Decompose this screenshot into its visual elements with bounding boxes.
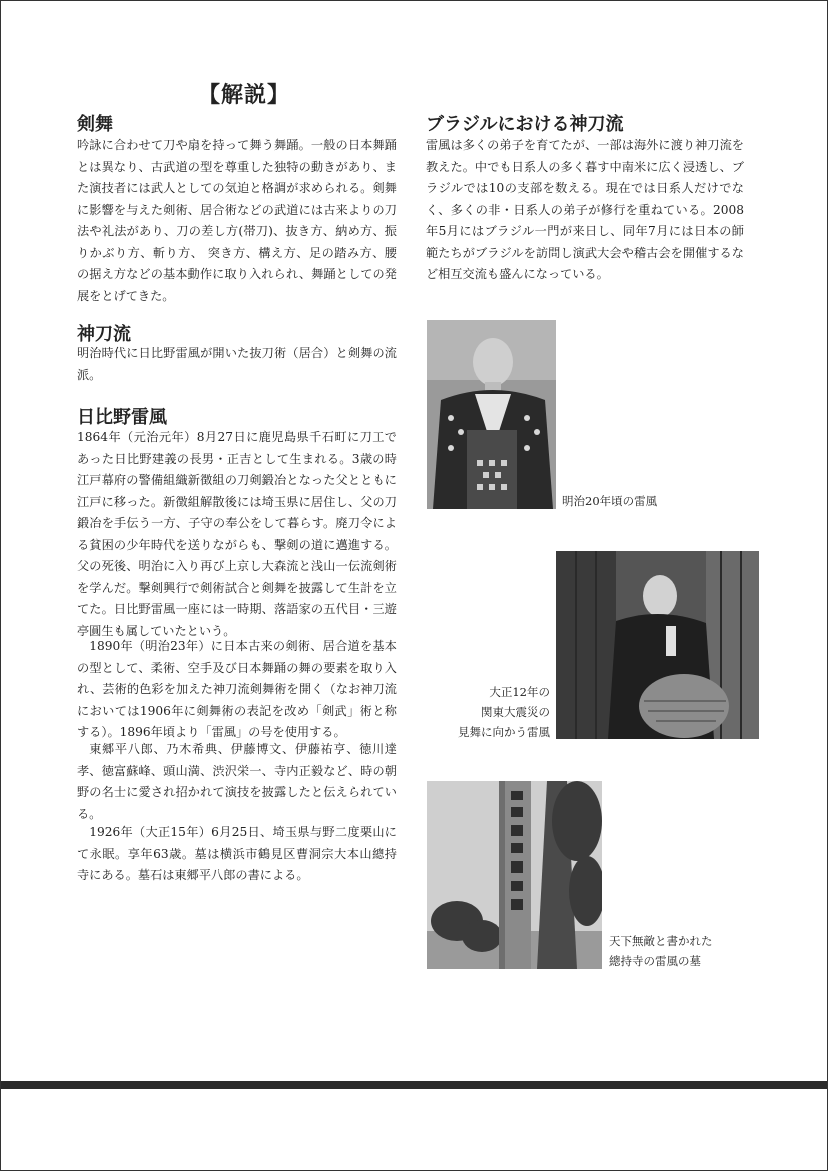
hibino-paragraph-2: 1890年（明治23年）に日本古来の剣術、居合道を基本の型として、柔術、空手及び日本舞踊の舞の要素を取り入れ、芸術的色彩を加えた神刀流剣舞術を開く（なお神刀流においては1906年に剣舞術の表記を改め「剣武」術と称する）。1896年頃より「雷風」の号を使用する。 — [77, 639, 397, 739]
hibino-paragraph-4: 1926年（大正15年）6月25日、埼玉県与野二度栗山にて永眠。享年63歳。墓は横浜市鶴見区曹洞宗大本山總持寺にある。墓石は東郷平八郎の書による。 — [77, 825, 397, 882]
heading-brazil: ブラジルにおける神刀流 — [426, 114, 624, 135]
brazil-body: 雷風は多くの弟子を育てたが、一部は海外に渡り神刀流を教えた。中でも日系人の多く暮す中南米に広く浸透し、ブラジルでは10の支部を数える。現在では日系人だけでなく、多くの非・日系人の弟子が修行を重ねている。2008年5月にはブラジル一門が来日し、同年7月には日本の師範たちがブラジルを訪問し演武大会や稽古会を開催するなど相互交流も盛んになっている。 — [426, 138, 744, 281]
hibino-paragraph-1: 1864年（元治元年）8月27日に鹿児島県千石町に刀工であった日比野建義の長男・正吉として生まれる。3歳の時江戸幕府の警備組織新徴組の刀剣鍛冶となった父とともに江戸に移った。新徴組解散後には埼玉県に居住し、父の刀鍛冶を手伝う一方、子守の奉公をして暮らす。廃刀令による貧困の少年時代を送りながらも、撃剣の道に邁進する。父の死後、明治に入り再び上京し大森流と浅山一伝流剣術を学んだ。撃剣興行で剣術試合と剣舞を披露して生計を立てた。日比野雷風一座には一時期、落語家の五代目・三遊亭圓生も属していたという。 — [77, 430, 397, 638]
photo-raifu-meiji — [427, 320, 556, 509]
page-title: 【解説】 — [198, 82, 291, 108]
hibino-paragraph-3: 東郷平八郎、乃木希典、伊藤博文、伊藤祐亨、徳川達孝、徳富蘇峰、頭山満、渋沢栄一、寺内正毅など、時の朝野の名士に愛され招かれて演技を披露したと伝えられている。 — [77, 742, 397, 821]
photo-1-caption — [562, 491, 657, 511]
shintoryu-body: 明治時代に日比野雷風が開いた抜刀術（居合）と剣舞の流派。 — [77, 346, 397, 382]
photo-raifu-kanto-earthquake — [556, 551, 759, 739]
photo-3-caption — [609, 931, 713, 971]
footer-bar — [1, 1081, 827, 1089]
kenbu-body: 吟詠に合わせて刀や扇を持って舞う舞踊。一般の日本舞踊とは異なり、古武道の型を尊重した独特の動きがあり、また演技者には武人としての気迫と格調が求められる。剣舞に影響を与えた剣術、居合術などの武道には古来よりの刀法や礼法があり、刀の差し方(帯刀)、抜き方、納め方、振りかぶり方、斬り方、 突き方、構え方、足の踏み方、腰の据え方などの基本動作に取り入れられ、舞踊としての発展をとげてきた。 — [77, 138, 397, 303]
caption-line: 總持寺の雷風の墓 — [609, 954, 701, 968]
photo-2-caption — [440, 682, 550, 742]
caption-line: 天下無敵と書かれた — [609, 934, 713, 948]
caption-line: 大正12年の — [489, 685, 550, 699]
heading-hibino: 日比野雷風 — [77, 407, 167, 428]
heading-kenbu: 剣舞 — [77, 114, 113, 135]
caption-line: 見舞に向かう雷風 — [458, 725, 550, 739]
caption-line: 明治20年頃の雷風 — [562, 494, 658, 508]
caption-line: 関東大震災の — [481, 705, 550, 719]
heading-shintoryu: 神刀流 — [77, 324, 131, 345]
photo-raifu-grave — [427, 781, 602, 969]
